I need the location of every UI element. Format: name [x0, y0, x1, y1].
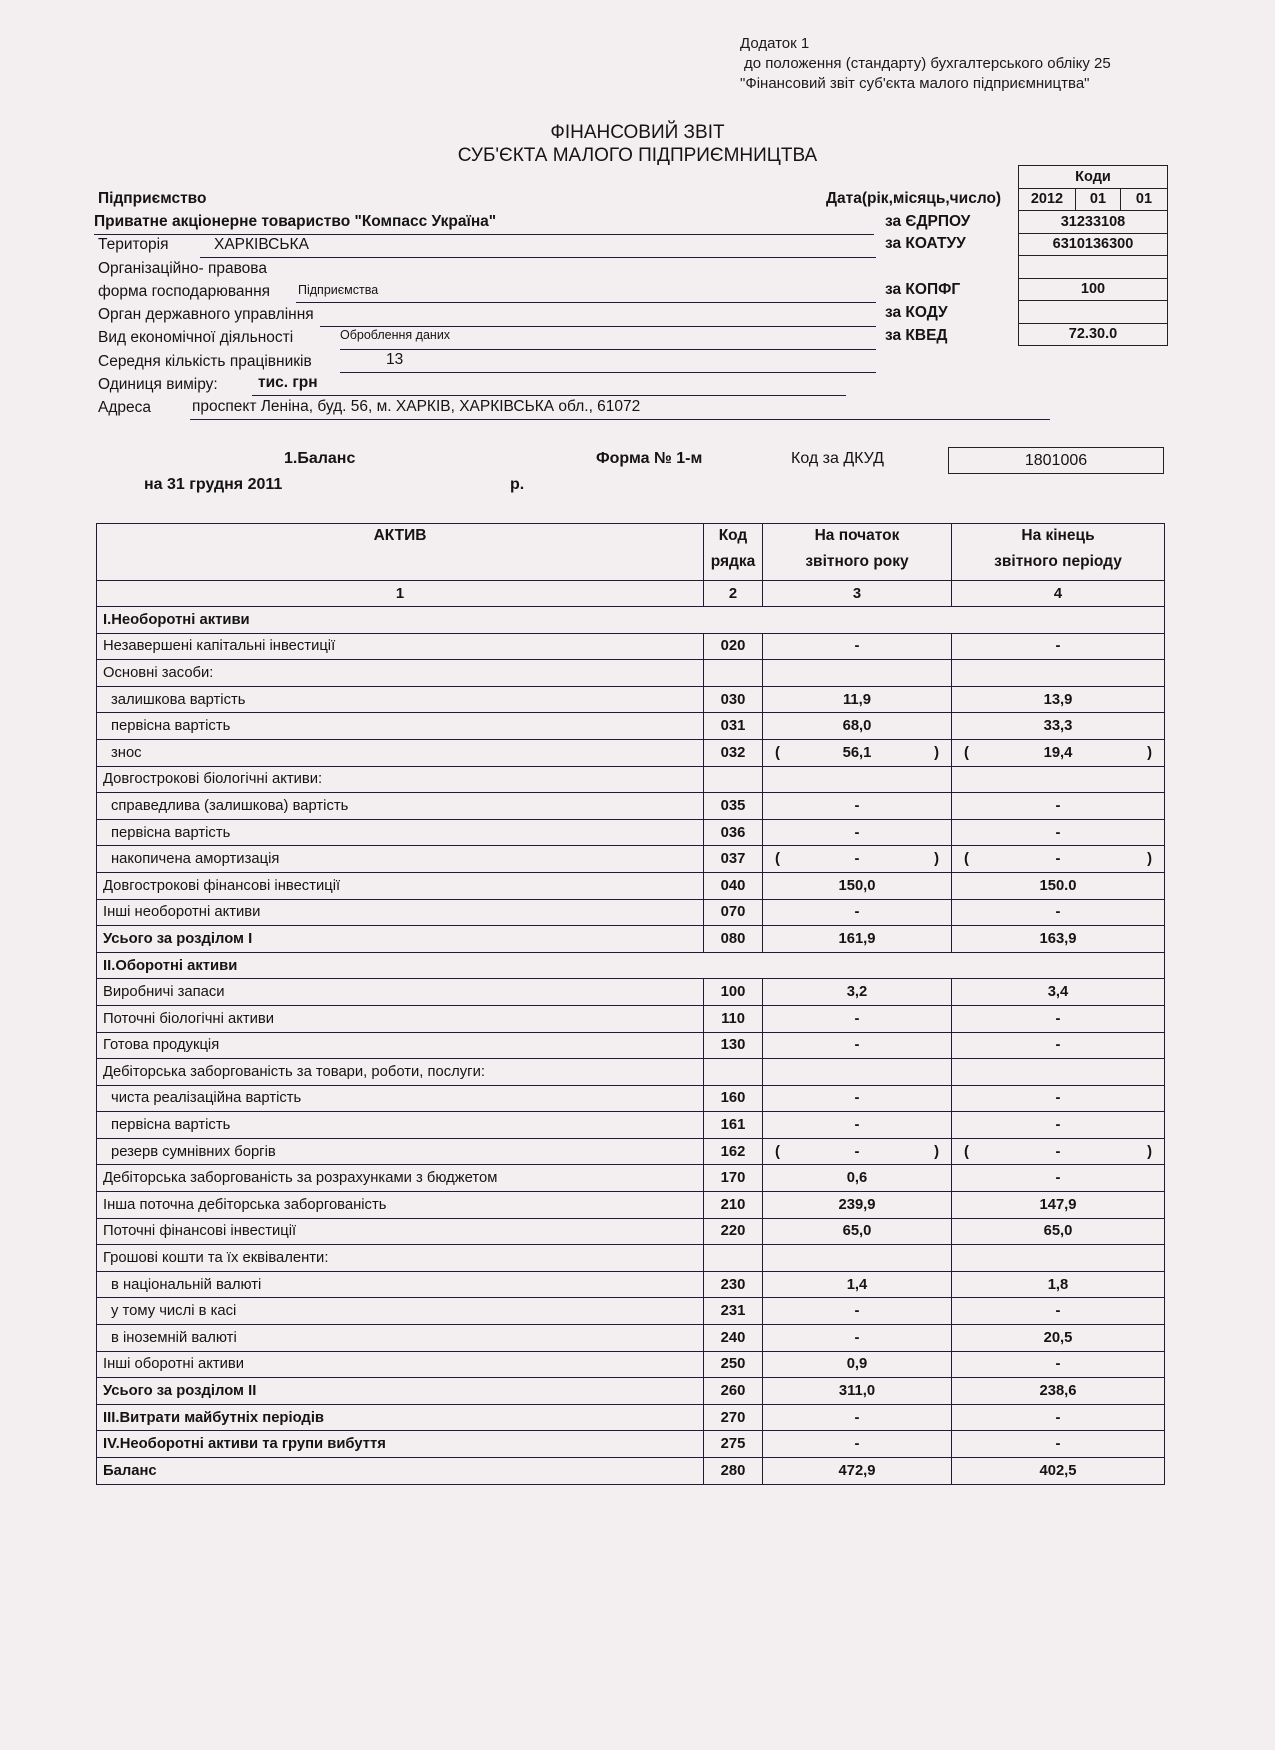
- row-value-end-text: -: [1055, 1143, 1061, 1160]
- row-value-start-text: 472,9: [838, 1462, 876, 1479]
- row-code: [704, 1245, 763, 1272]
- row-code: [704, 1059, 763, 1086]
- row-value-start-text: -: [854, 1010, 860, 1027]
- table-row: [97, 1112, 1165, 1139]
- row-label: Основні засоби:: [97, 660, 704, 687]
- table-row: [97, 766, 1165, 793]
- table-row: [97, 1351, 1165, 1378]
- table-row: [97, 713, 1165, 740]
- row-value-start-text: 239,9: [838, 1196, 876, 1213]
- header-aktiv-text: АКТИВ: [373, 527, 427, 544]
- row-code: 160: [704, 1085, 763, 1112]
- row-code: 080: [704, 926, 763, 953]
- paren-open: (: [775, 744, 780, 761]
- row-label: резерв сумнівних боргів: [97, 1138, 704, 1165]
- row-value-end-text: -: [1055, 1436, 1061, 1453]
- table-row: [97, 1192, 1165, 1219]
- table-row: [97, 1271, 1165, 1298]
- table-row: [97, 793, 1165, 820]
- row-value-end: [952, 793, 1165, 820]
- enterprise-label: Підприємство: [98, 190, 207, 207]
- row-code: 170: [704, 1165, 763, 1192]
- row-value-end: [952, 1192, 1165, 1219]
- row-label: Довгострокові біологічні активи:: [97, 766, 704, 793]
- row-value-end: [952, 1458, 1165, 1485]
- row-code: 260: [704, 1378, 763, 1405]
- header-end-l2: звітного періоду: [994, 553, 1122, 570]
- row-code: 210: [704, 1192, 763, 1219]
- section-heading: I.Необоротні активи: [97, 607, 1165, 634]
- row-label: IV.Необоротні активи та групи вибуття: [97, 1431, 704, 1458]
- header-end-l1: На кінець: [1021, 527, 1095, 544]
- row-label: Дебіторська заборгованість за розрахунками з бюджетом: [97, 1165, 704, 1192]
- row-value-start: [763, 1271, 952, 1298]
- row-value-start-text: 56,1: [842, 744, 872, 761]
- code-koatuu: 6310136300: [1019, 233, 1168, 256]
- row-value-end: [952, 1165, 1165, 1192]
- row-value-end-text: 163,9: [1039, 930, 1077, 947]
- territory-value: ХАРКІВСЬКА: [214, 236, 309, 253]
- row-label: Довгострокові фінансові інвестиції: [97, 872, 704, 899]
- employees-label: Середня кількість працівників: [98, 353, 312, 370]
- row-value-start-text: -: [854, 1143, 860, 1160]
- row-label: Усього за розділом II: [97, 1378, 704, 1405]
- codes-box: [1018, 165, 1168, 346]
- row-value-start: [763, 766, 952, 793]
- colnum-4: 4: [952, 581, 1165, 607]
- row-value-start: [763, 1378, 952, 1405]
- row-code: 230: [704, 1271, 763, 1298]
- row-value-start: [763, 793, 952, 820]
- row-value-end-text: -: [1055, 638, 1061, 655]
- row-code: 161: [704, 1112, 763, 1139]
- row-value-end-text: 3,4: [1047, 984, 1069, 1001]
- code-day: 01: [1121, 188, 1168, 211]
- row-value-start-text: -: [854, 1303, 860, 1320]
- row-value-end-text: -: [1055, 1117, 1061, 1134]
- header-start-l1: На початок: [814, 527, 900, 544]
- paren-close: ): [1147, 744, 1152, 761]
- address-underline: [190, 419, 1050, 420]
- row-value-end-text: 150.0: [1039, 877, 1077, 894]
- paren-close: ): [1147, 1143, 1152, 1160]
- row-value-end: [952, 766, 1165, 793]
- code-year: 2012: [1019, 188, 1076, 211]
- address-value: проспект Леніна, буд. 56, м. ХАРКІВ, ХАРКІВСЬКА обл., 61072: [192, 398, 641, 415]
- row-value-start-text: -: [854, 904, 860, 921]
- table-row: [97, 1005, 1165, 1032]
- row-code: 035: [704, 793, 763, 820]
- enterprise-underline: [94, 234, 874, 235]
- row-code: 100: [704, 979, 763, 1006]
- addendum-note: [740, 34, 1111, 94]
- paren-close: ): [934, 851, 939, 868]
- table-row: [97, 1138, 1165, 1165]
- row-value-end-text: -: [1055, 1010, 1061, 1027]
- code-month: 01: [1076, 188, 1121, 211]
- table-row: [97, 926, 1165, 953]
- row-code: 280: [704, 1458, 763, 1485]
- row-value-end-text: 1,8: [1047, 1276, 1069, 1293]
- row-code: 270: [704, 1404, 763, 1431]
- row-value-end-text: -: [1055, 904, 1061, 921]
- activity-value: Оброблення даних: [340, 328, 451, 342]
- row-value-start: [763, 1112, 952, 1139]
- gov-body-underline: [320, 326, 876, 327]
- row-value-end: [952, 872, 1165, 899]
- row-value-start: [763, 899, 952, 926]
- row-label: Виробничі запаси: [97, 979, 704, 1006]
- row-value-start-text: -: [854, 1409, 860, 1426]
- row-value-start-text: 150,0: [838, 877, 876, 894]
- kodu-label: за КОДУ: [885, 304, 948, 321]
- row-value-start: [763, 979, 952, 1006]
- row-label: первісна вартість: [97, 713, 704, 740]
- table-row: [97, 872, 1165, 899]
- table-row: [97, 660, 1165, 687]
- row-value-start: [763, 1192, 952, 1219]
- paren-close: ): [934, 1143, 939, 1160]
- row-value-end-text: -: [1055, 1170, 1061, 1187]
- row-value-start: [763, 1245, 952, 1272]
- row-value-start: [763, 926, 952, 953]
- unit-value: тис. грн: [258, 374, 318, 391]
- row-code: 020: [704, 633, 763, 660]
- row-label: накопичена амортизація: [97, 846, 704, 873]
- row-value-end-text: -: [1055, 1303, 1061, 1320]
- row-value-end: [952, 1378, 1165, 1405]
- row-value-end: [952, 1271, 1165, 1298]
- unit-underline: [252, 395, 846, 396]
- table-row: [97, 1245, 1165, 1272]
- row-value-start: [763, 1351, 952, 1378]
- header-start-l2: звітного року: [805, 553, 909, 570]
- row-value-start: [763, 1032, 952, 1059]
- row-label: чиста реалізаційна вартість: [97, 1085, 704, 1112]
- kved-label: за КВЕД: [885, 327, 948, 344]
- paren-open: (: [964, 1143, 969, 1160]
- section-heading: II.Оборотні активи: [97, 952, 1165, 979]
- header-code-l1: Код: [718, 527, 748, 544]
- row-value-start-text: 1,4: [846, 1276, 868, 1293]
- row-value-start: [763, 660, 952, 687]
- row-value-end-text: -: [1055, 1037, 1061, 1054]
- row-value-end: [952, 1218, 1165, 1245]
- row-value-end: [952, 1112, 1165, 1139]
- row-value-start: [763, 1404, 952, 1431]
- org-form-underline: [296, 302, 876, 303]
- row-value-start: [763, 1059, 952, 1086]
- row-label: Незавершені капітальні інвестиції: [97, 633, 704, 660]
- row-value-start: [763, 872, 952, 899]
- paren-open: (: [775, 851, 780, 868]
- activity-label: Вид економічної діяльності: [98, 329, 294, 346]
- row-value-start: [763, 1431, 952, 1458]
- row-value-start: [763, 1458, 952, 1485]
- employees-underline: [340, 372, 876, 373]
- row-label: Поточні біологічні активи: [97, 1005, 704, 1032]
- row-value-end: [952, 926, 1165, 953]
- row-value-start-text: 0,6: [846, 1170, 868, 1187]
- row-value-start: [763, 846, 952, 873]
- row-label: Інша поточна дебіторська заборгованість: [97, 1192, 704, 1219]
- row-value-start: [763, 1005, 952, 1032]
- row-value-start-text: -: [854, 824, 860, 841]
- row-value-end: [952, 713, 1165, 740]
- code-edrpou: 31233108: [1019, 211, 1168, 234]
- header-code: [704, 524, 763, 581]
- row-value-end-text: -: [1055, 824, 1061, 841]
- table-row: [97, 819, 1165, 846]
- row-label: залишкова вартість: [97, 686, 704, 713]
- row-code: [704, 766, 763, 793]
- row-value-end: [952, 1431, 1165, 1458]
- row-code: 130: [704, 1032, 763, 1059]
- row-code: 032: [704, 739, 763, 766]
- row-label: знос: [97, 739, 704, 766]
- row-value-end-text: 65,0: [1043, 1223, 1073, 1240]
- row-value-start-text: -: [854, 1329, 860, 1346]
- row-value-end-text: -: [1055, 1409, 1061, 1426]
- table-row: [97, 607, 1165, 634]
- row-value-start-text: 68,0: [842, 718, 872, 735]
- row-value-end-text: 147,9: [1039, 1196, 1077, 1213]
- code-empty: [1019, 256, 1168, 279]
- table-row: [97, 952, 1165, 979]
- row-value-start-text: -: [854, 1090, 860, 1107]
- row-code: [704, 660, 763, 687]
- code-kodu: [1019, 301, 1168, 324]
- paren-close: ): [934, 744, 939, 761]
- row-value-end: [952, 1325, 1165, 1352]
- balance-table: [96, 523, 1165, 1485]
- code-kved: 72.30.0: [1019, 323, 1168, 346]
- row-value-end-text: -: [1055, 851, 1061, 868]
- row-code: 231: [704, 1298, 763, 1325]
- row-value-end: [952, 819, 1165, 846]
- row-code: 031: [704, 713, 763, 740]
- address-label: Адреса: [98, 399, 151, 416]
- row-value-end: [952, 979, 1165, 1006]
- row-value-start-text: 0,9: [846, 1356, 868, 1373]
- row-value-end-text: 33,3: [1043, 718, 1073, 735]
- enterprise-name: Приватне акціонерне товариство "Компасс Україна": [94, 213, 497, 230]
- date-label: Дата(рік,місяць,число): [826, 190, 1002, 207]
- header-aktiv: [97, 524, 704, 581]
- addendum-line-2: до положення (стандарту) бухгалтерського обліку 25: [744, 55, 1111, 72]
- row-value-start-text: 311,0: [838, 1383, 876, 1400]
- row-value-end: [952, 1005, 1165, 1032]
- row-label: Грошові кошти та їх еквіваленти:: [97, 1245, 704, 1272]
- row-value-start: [763, 686, 952, 713]
- header-start: [763, 524, 952, 581]
- table-row: [97, 739, 1165, 766]
- colnum-3: 3: [763, 581, 952, 607]
- table-row: [97, 1059, 1165, 1086]
- row-label: Дебіторська заборгованість за товари, роботи, послуги:: [97, 1059, 704, 1086]
- row-label: у тому числі в касі: [97, 1298, 704, 1325]
- row-value-start: [763, 819, 952, 846]
- row-value-start-text: 11,9: [843, 691, 871, 708]
- row-value-end: [952, 1059, 1165, 1086]
- row-label: Інші оборотні активи: [97, 1351, 704, 1378]
- org-form-label-2: форма господарювання: [98, 283, 271, 300]
- table-row: [97, 846, 1165, 873]
- row-value-start: [763, 1085, 952, 1112]
- row-code: 040: [704, 872, 763, 899]
- header-code-l2: рядка: [710, 553, 756, 570]
- territory-label: Територія: [98, 236, 169, 253]
- row-label: справедлива (залишкова) вартість: [97, 793, 704, 820]
- row-value-start-text: -: [854, 851, 860, 868]
- row-value-start: [763, 1298, 952, 1325]
- employees-value: 13: [386, 351, 404, 368]
- territory-underline: [200, 257, 876, 258]
- row-value-end: [952, 1032, 1165, 1059]
- row-label: в національній валюті: [97, 1271, 704, 1298]
- table-row: [97, 1218, 1165, 1245]
- org-form-label-1: Організаційно- правова: [98, 260, 267, 277]
- table-row: [97, 979, 1165, 1006]
- row-value-start-text: -: [854, 1436, 860, 1453]
- row-value-start-text: 65,0: [842, 1223, 872, 1240]
- codes-title: Коди: [1019, 166, 1168, 189]
- table-row: [97, 1298, 1165, 1325]
- dkud-label: Код за ДКУД: [791, 450, 884, 467]
- row-code: 162: [704, 1138, 763, 1165]
- code-kopfg: 100: [1019, 278, 1168, 301]
- row-label: Інші необоротні активи: [97, 899, 704, 926]
- row-value-end: [952, 1298, 1165, 1325]
- row-code: 275: [704, 1431, 763, 1458]
- row-value-end-text: 402,5: [1039, 1462, 1077, 1479]
- row-value-start: [763, 1218, 952, 1245]
- row-label: Готова продукція: [97, 1032, 704, 1059]
- addendum-line-3: "Фінансовий звіт суб'єкта малого підприємництва": [740, 75, 1090, 92]
- row-value-start-text: 161,9: [838, 930, 876, 947]
- unit-label: Одиниця виміру:: [98, 376, 218, 393]
- table-row: [97, 1431, 1165, 1458]
- report-title-line-2: СУБ'ЄКТА МАЛОГО ПІДПРИЄМНИЦТВА: [457, 145, 818, 166]
- row-value-start-text: -: [854, 797, 860, 814]
- paren-open: (: [964, 744, 969, 761]
- row-label: в іноземній валюті: [97, 1325, 704, 1352]
- koatuu-label: за КОАТУУ: [885, 235, 966, 252]
- addendum-line-1: Додаток 1: [740, 35, 810, 52]
- report-title-line-1: ФІНАНСОВИЙ ЗВІТ: [550, 122, 725, 143]
- table-row: [97, 1378, 1165, 1405]
- paren-close: ): [1147, 851, 1152, 868]
- activity-underline: [340, 349, 876, 350]
- dkud-value: 1801006: [948, 447, 1164, 474]
- table-row: [97, 899, 1165, 926]
- table-row: [97, 1458, 1165, 1485]
- balance-date-suffix: р.: [510, 476, 525, 493]
- paren-open: (: [964, 851, 969, 868]
- row-label: первісна вартість: [97, 1112, 704, 1139]
- row-value-end-text: 19,4: [1043, 744, 1073, 761]
- row-value-end-text: 20,5: [1043, 1329, 1073, 1346]
- row-code: 220: [704, 1218, 763, 1245]
- row-value-start: [763, 1165, 952, 1192]
- table-row: [97, 1404, 1165, 1431]
- row-value-end: [952, 1404, 1165, 1431]
- column-number-row: [97, 581, 1165, 607]
- row-label: Поточні фінансові інвестиції: [97, 1218, 704, 1245]
- row-value-start: [763, 1325, 952, 1352]
- row-value-end-text: 238,6: [1039, 1383, 1077, 1400]
- kopfg-label: за КОПФГ: [885, 281, 961, 298]
- row-code: 240: [704, 1325, 763, 1352]
- row-value-start: [763, 633, 952, 660]
- row-value-end: [952, 899, 1165, 926]
- balance-date: на 31 грудня 2011: [144, 476, 283, 493]
- row-value-end: [952, 633, 1165, 660]
- row-label: Усього за розділом I: [97, 926, 704, 953]
- row-value-start: [763, 1138, 952, 1165]
- row-value-start-text: -: [854, 638, 860, 655]
- table-row: [97, 1165, 1165, 1192]
- edrpou-label: за ЄДРПОУ: [885, 213, 971, 230]
- table-row: [97, 1325, 1165, 1352]
- row-code: 036: [704, 819, 763, 846]
- row-value-end: [952, 739, 1165, 766]
- table-row: [97, 633, 1165, 660]
- row-value-start-text: -: [854, 1037, 860, 1054]
- row-value-end: [952, 1245, 1165, 1272]
- row-code: 037: [704, 846, 763, 873]
- row-code: 110: [704, 1005, 763, 1032]
- colnum-1: 1: [97, 581, 704, 607]
- table-row: [97, 1085, 1165, 1112]
- table-row: [97, 1032, 1165, 1059]
- row-value-start: [763, 739, 952, 766]
- table-row: [97, 686, 1165, 713]
- row-label: III.Витрати майбутніх періодів: [97, 1404, 704, 1431]
- row-value-end: [952, 686, 1165, 713]
- row-value-end-text: -: [1055, 1356, 1061, 1373]
- row-value-end-text: -: [1055, 797, 1061, 814]
- row-value-end: [952, 1138, 1165, 1165]
- report-title: [0, 121, 1275, 167]
- row-value-start-text: -: [854, 1117, 860, 1134]
- row-label: Баланс: [97, 1458, 704, 1485]
- paren-open: (: [775, 1143, 780, 1160]
- row-value-end: [952, 846, 1165, 873]
- row-value-end: [952, 1351, 1165, 1378]
- row-label: первісна вартість: [97, 819, 704, 846]
- colnum-2: 2: [704, 581, 763, 607]
- form-number: Форма № 1-м: [596, 450, 703, 467]
- row-value-start: [763, 713, 952, 740]
- row-value-end-text: -: [1055, 1090, 1061, 1107]
- row-value-start-text: 3,2: [846, 984, 868, 1001]
- gov-body-label: Орган державного управління: [98, 306, 314, 323]
- org-form-value: Підприємства: [298, 283, 379, 297]
- row-code: 070: [704, 899, 763, 926]
- table-header-row: [97, 524, 1165, 581]
- header-end: [952, 524, 1165, 581]
- row-value-end-text: 13,9: [1043, 691, 1073, 708]
- balance-title: 1.Баланс: [284, 450, 356, 467]
- row-code: 250: [704, 1351, 763, 1378]
- row-code: 030: [704, 686, 763, 713]
- row-value-end: [952, 1085, 1165, 1112]
- row-value-end: [952, 660, 1165, 687]
